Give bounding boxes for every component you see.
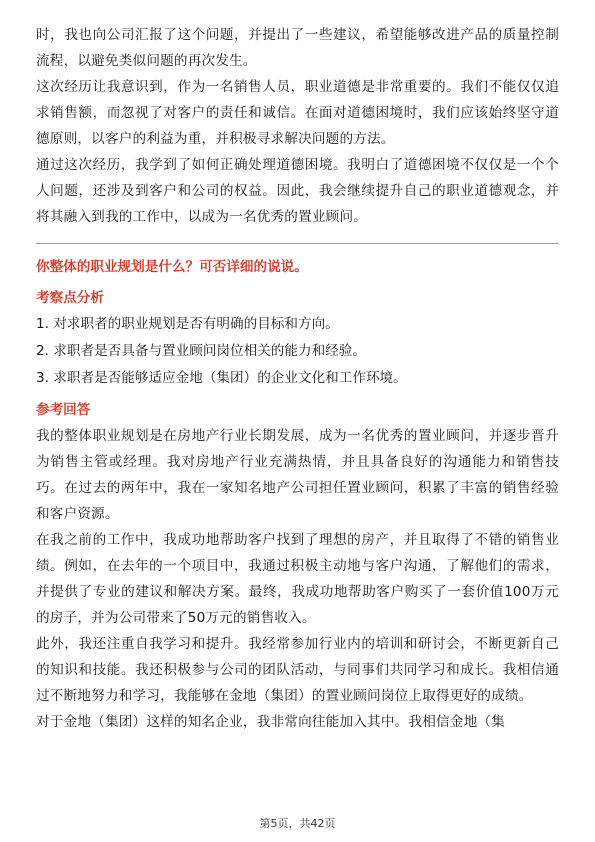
analysis-item: 2. 求职者是否具备与置业顾问岗位相关的能力和经验。 <box>36 343 366 359</box>
answer-paragraph: 对于金地（集团）这样的知名企业，我非常向往能加入其中。我相信金地（集 <box>36 714 505 730</box>
answer-title: 参考回答 <box>36 402 91 418</box>
intro-paragraph: 时，我也向公司汇报了这个问题，并提出了一些建议，希望能够改进产品的质量控制流程，以避免类似问题的再次发生。 <box>36 27 559 69</box>
analysis-title: 考察点分析 <box>36 290 104 306</box>
analysis-item: 3. 求职者是否能够适应金地（集团）的企业文化和工作环境。 <box>36 370 407 386</box>
analysis-item: 1. 对求职者的职业规划是否有明确的目标和方向。 <box>36 316 339 332</box>
document-page <box>36 22 559 735</box>
page-footer: 第5页，共42页 <box>259 817 336 830</box>
interview-question: 你整体的职业规划是什么？可否详细的说说。 <box>36 259 308 275</box>
section-divider <box>36 243 559 244</box>
answer-paragraph: 我的整体职业规划是在房地产行业长期发展，成为一名优秀的置业顾问，并逐步晋升为销售主管或经理。我对房地产行业充满热情，并且具备良好的沟通能力和销售技巧。在过去的两年中，我在一家知名地产公司担任置业顾问，积累了丰富的销售经验和客户资源。 <box>36 428 559 522</box>
intro-paragraph: 通过这次经历，我学到了如何正确处理道德困境。我明白了道德困境不仅仅是一个个人问题，还涉及到客户和公司的权益。因此，我会继续提升自己的职业道德观念，并将其融入到我的工作中，以成为一名优秀的置业顾问。 <box>36 157 559 225</box>
answer-paragraph: 在我之前的工作中，我成功地帮助客户找到了理想的房产，并且取得了不错的销售业绩。例如，在去年的一个项目中，我通过积极主动地与客户沟通，了解他们的需求，并提供了专业的建议和解决方案。最终，我成功地帮助客户购买了一套价值100万元的房子，并为公司带来了50万元的销售收入。 <box>36 532 559 626</box>
answer-paragraph: 此外，我还注重自我学习和提升。我经常参加行业内的培训和研讨会，不断更新自己的知识和技能。我还积极参与公司的团队活动，与同事们共同学习和成长。我相信通过不断地努力和学习，我能够在金地（集团）的置业顾问岗位上取得更好的成绩。 <box>36 636 559 704</box>
intro-paragraph: 这次经历让我意识到，作为一名销售人员，职业道德是非常重要的。我们不能仅仅追求销售额，而忽视了对客户的责任和诚信。在面对道德困境时，我们应该始终坚守道德原则，以客户的利益为重，并积极寻求解决问题的方法。 <box>36 79 559 147</box>
